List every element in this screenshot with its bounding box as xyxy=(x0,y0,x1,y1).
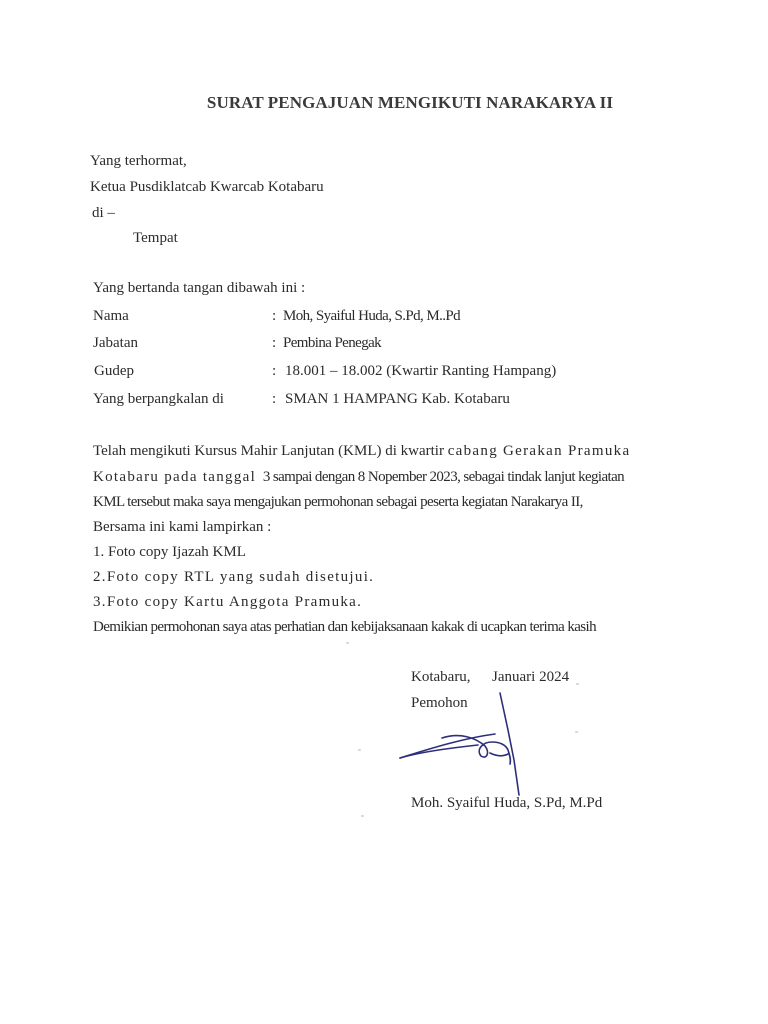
field-colon: : xyxy=(272,335,277,351)
signature-strokes xyxy=(400,693,519,795)
sign-role: Pemohon xyxy=(411,695,468,711)
scan-speck xyxy=(358,749,361,751)
recipient-place: Tempat xyxy=(133,230,178,246)
body-line-1 xyxy=(93,444,630,459)
body-text-spaced: cabang Gerakan Pramuka xyxy=(447,443,631,459)
attachment-item: 3.Foto copy Kartu Anggota Pramuka. xyxy=(93,594,363,610)
scan-speck xyxy=(346,642,349,644)
field-value: Moh, Syaiful Huda, S.Pd, M..Pd xyxy=(283,308,461,324)
field-value: 18.001 – 18.002 (Kwartir Ranting Hampang) xyxy=(285,363,557,379)
body-text: 3 sampai dengan 8 Nopember 2023, sebagai tindak lanjut kegiatan xyxy=(262,469,625,485)
letter-title: SURAT PENGAJUAN MENGIKUTI NARAKARYA II xyxy=(206,93,614,112)
body-text: Telah mengikuti Kursus Mahir Lanjutan (KML) di kwartir xyxy=(93,443,444,459)
sign-date: Januari 2024 xyxy=(492,669,570,685)
scan-speck xyxy=(361,815,364,817)
field-value: Pembina Penegak xyxy=(283,335,382,351)
body-line-3: KML tersebut maka saya mengajukan permohonan sebagai peserta kegiatan Narakarya II, xyxy=(93,494,583,510)
field-label: Jabatan xyxy=(93,335,138,351)
attachment-item: 1. Foto copy Ijazah KML xyxy=(93,544,246,560)
attachment-item: 2.Foto copy RTL yang sudah disetujui. xyxy=(93,569,375,585)
scan-speck xyxy=(576,683,579,685)
field-value: SMAN 1 HAMPANG Kab. Kotabaru xyxy=(285,391,510,407)
attachments-intro: Bersama ini kami lampirkan : xyxy=(93,519,272,535)
body-text-spaced: Kotabaru pada tanggal xyxy=(93,469,257,485)
field-colon: : xyxy=(272,363,277,379)
recipient-at: di – xyxy=(92,205,115,221)
identity-intro: Yang bertanda tangan dibawah ini : xyxy=(93,280,306,296)
field-label: Yang berpangkalan di xyxy=(93,391,224,407)
recipient: Ketua Pusdiklatcab Kwarcab Kotabaru xyxy=(90,179,324,195)
handwritten-signature xyxy=(390,690,530,800)
field-colon: : xyxy=(272,391,277,407)
field-label: Gudep xyxy=(94,363,134,379)
closing-line: Demikian permohonan saya atas perhatian dan kebijaksanaan kakak di ucapkan terima kasih xyxy=(93,619,597,635)
field-label: Nama xyxy=(93,308,129,324)
body-line-2 xyxy=(93,470,624,485)
sign-city: Kotabaru, xyxy=(411,669,471,685)
signer-name: Moh. Syaiful Huda, S.Pd, M.Pd xyxy=(411,795,603,811)
field-colon: : xyxy=(272,308,277,324)
salutation: Yang terhormat, xyxy=(90,153,187,169)
scan-speck xyxy=(575,731,578,733)
